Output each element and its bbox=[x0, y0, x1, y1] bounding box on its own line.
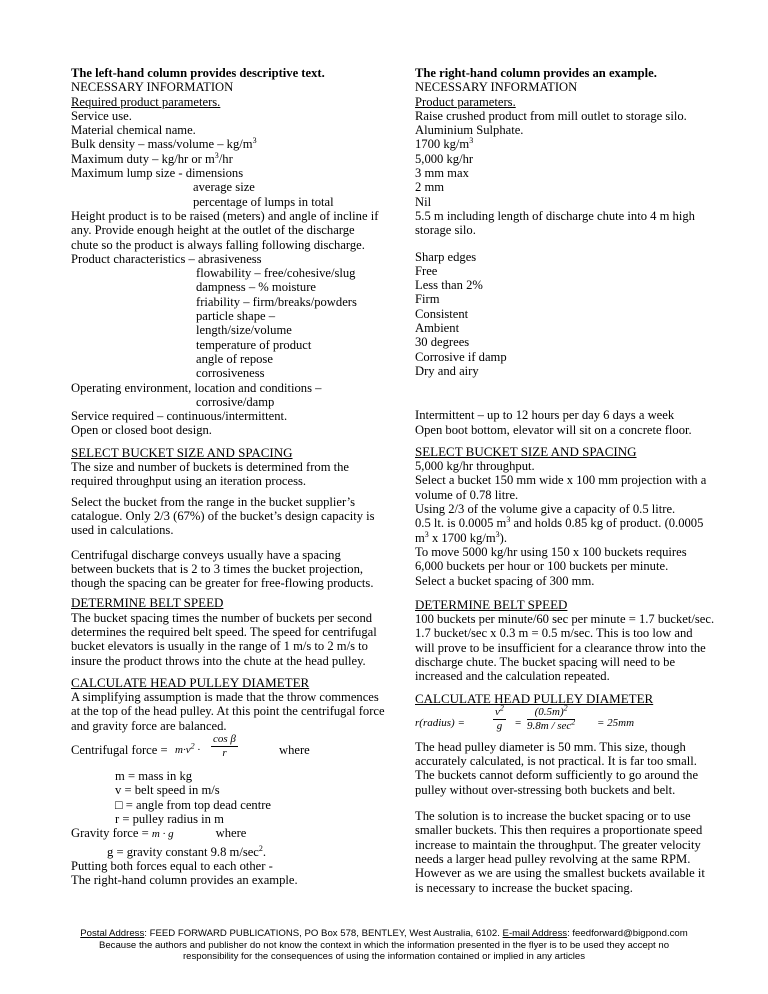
right-less: Less than 2% bbox=[415, 278, 483, 293]
right-open-boot: Open boot bottom, elevator will sit on a concrete floor. bbox=[415, 422, 692, 437]
left-section-belt: DETERMINE BELT SPEED bbox=[71, 595, 224, 611]
footer bbox=[0, 928, 768, 963]
right-b2: Select a bucket 150 mm wide x 100 mm projection with a volume of 0.78 litre. bbox=[415, 473, 707, 502]
left-operating-env: Operating environment, location and conditions – bbox=[71, 380, 322, 395]
footer-disclaimer-2: responsibility for the consequences of using the information contained or implied in any articles bbox=[182, 951, 586, 962]
right-b1: 5,000 kg/hr throughput. bbox=[415, 459, 535, 474]
right-corrosive: Corrosive if damp bbox=[415, 349, 507, 364]
right-firm: Firm bbox=[415, 292, 440, 307]
left-friability: friability – firm/breaks/powders bbox=[196, 294, 357, 309]
right-ambient: Ambient bbox=[415, 321, 460, 336]
centrifugal-force-formula bbox=[71, 733, 385, 769]
right-intermittent: Intermittent – up to 12 hours per day 6 days a week bbox=[415, 408, 675, 423]
left-pulley-p1: A simplifying assumption is made that the throw commences at the top of the head pulley. At this point the centrifugal force and gravity force are balanced. bbox=[71, 690, 385, 733]
left-last-line: The right-hand column provides an example. bbox=[71, 873, 298, 888]
left-belt-p1: The bucket spacing times the number of buckets per second determines the required belt speed. The speed for centrifugal bucket elevators is usually in the range of 1 m/s to 2 m/s to insure the product throws into the chute at the head pulley. bbox=[71, 610, 377, 668]
right-free: Free bbox=[415, 263, 438, 278]
left-bucket-p1: The size and number of buckets is determined from the required throughput using an iteration process. bbox=[71, 460, 350, 489]
left-m-def: m = mass in kg bbox=[115, 769, 193, 784]
right-density: 1700 $kg/m^3$ bbox=[415, 136, 474, 152]
right-avg: 2 mm bbox=[415, 180, 445, 195]
left-necessary-info: NECESSARY INFORMATION bbox=[71, 80, 234, 95]
right-dry: Dry and airy bbox=[415, 363, 479, 378]
left-average-size: average size bbox=[193, 180, 255, 195]
right-height: 5.5 m including length of discharge chute into 4 m high storage silo. bbox=[415, 208, 695, 238]
left-heading: The left-hand column provides descriptive text. bbox=[71, 66, 325, 80]
formula-result: = 25mm bbox=[597, 716, 635, 729]
right-material: Aluminium Sulphate. bbox=[415, 123, 524, 138]
left-pct-lumps: percentage of lumps in total bbox=[193, 194, 334, 209]
left-beta-def: □ = angle from top dead centre bbox=[115, 797, 271, 812]
left-bucket-p3: Centrifugal discharge conveys usually have a spacing between buckets that is 2 to 3 times the bucket projection, though the spacing can be greater for free-flowing products. bbox=[71, 547, 374, 591]
formula-lhs: r(radius) = bbox=[415, 716, 465, 729]
left-bucket-p2: Select the bucket from the range in the bucket supplier’s catalogue. Only 2/3 (67%) of the bucket’s design capacity is used in calculations. bbox=[71, 494, 375, 538]
left-required-params: Required product parameters. bbox=[71, 94, 221, 109]
gravity-force-formula: Gravity force = m · g where bbox=[71, 826, 247, 841]
formula-v-over-g: $\frac{v^2}{g}$ bbox=[495, 703, 504, 732]
right-b7: Select a bucket spacing of 300 mm. bbox=[415, 573, 595, 588]
right-consistent: Consistent bbox=[415, 306, 469, 321]
right-necessary-info: NECESSARY INFORMATION bbox=[415, 80, 578, 95]
left-service-required: Service required – continuous/intermittent. bbox=[71, 409, 288, 424]
right-sharp: Sharp edges bbox=[415, 249, 477, 264]
left-characteristics: Product characteristics – abrasiveness bbox=[71, 251, 262, 266]
pulley-radius-formula: r(radius) = $\frac{v^2}{g}$ = $(0.5m)^2$ $9.8m / \sec^2$ = 25mm bbox=[415, 703, 635, 732]
left-corrosiveness: corrosiveness bbox=[196, 366, 265, 381]
right-degrees: 30 degrees bbox=[415, 335, 470, 350]
left-column bbox=[71, 66, 385, 887]
left-section-pulley: CALCULATE HEAD PULLEY DIAMETER bbox=[71, 674, 310, 690]
cf-expression: $m\cdot v^2$ · bbox=[175, 741, 201, 757]
right-nil: Nil bbox=[415, 194, 432, 209]
right-pulley-p2: The solution is to increase the bucket spacing or to use smaller buckets. This then requires a proportionate speed increase to maintain the throughput. The greater velocity needs a larger head pulley revolving at the same RPM. However as we are using the smallest buckets available it is necessary to increase the bucket spacing. bbox=[415, 809, 705, 895]
left-material: Material chemical name. bbox=[71, 123, 196, 138]
left-flowability: flowability – free/cohesive/slug bbox=[196, 266, 356, 281]
left-v-def: v = belt speed in m/s bbox=[115, 783, 220, 798]
left-max-lump: Maximum lump size - dimensions bbox=[71, 166, 244, 181]
left-height-text: Height product is to be raised (meters) and angle of incline if any. Provide enough height at the outlet of the discharge chute so the product is always falling following discharge. bbox=[71, 208, 379, 252]
left-particle-shape: particle shape – bbox=[196, 309, 276, 324]
right-belt: 100 buckets per minute/60 sec per minute = 1.7 bucket/sec. 1.7 bucket/sec x 0.3 m = 0.5 m/sec. This is too low and will prove to be insufficient for a clearance throw into the discharge chute. The bucket spacing will need to be increased and the calculation repeated. bbox=[415, 612, 715, 684]
right-b6: To move 5000 kg/hr using 150 x 100 buckets requires 6,000 buckets per hour or 100 buckets per minute. bbox=[415, 544, 687, 574]
left-max-duty: Maximum duty – kg/hr or $m^3/hr$ bbox=[71, 150, 233, 166]
left-dampness: dampness – % moisture bbox=[196, 280, 316, 295]
formula-values: $(0.5m)^2$ $9.8m / \sec^2$ bbox=[527, 703, 576, 732]
left-putting: Putting both forces equal to each other - bbox=[71, 858, 273, 873]
left-bulk-density: Bulk density – mass/volume – $kg/m^3$ bbox=[71, 136, 257, 152]
cf-fraction: $\frac{\text{cos β}}{r}$ bbox=[213, 733, 236, 760]
footer-disclaimer-1: Because the authors and publisher do not know the context in which the information presented in the flyer is to be used they accept no bbox=[98, 939, 670, 951]
left-section-bucket: SELECT BUCKET SIZE AND SPACING bbox=[71, 444, 293, 460]
left-g-def: g = gravity constant 9.8 $m/\sec^2$. bbox=[107, 843, 267, 859]
left-boot-design: Open or closed boot design. bbox=[71, 423, 212, 438]
right-heading: The right-hand column provides an example. bbox=[415, 66, 657, 80]
footer-address: Postal Address: FEED FORWARD PUBLICATIONS, PO Box 578, BENTLEY, West Australia, 6102. E-mail Address: feedforward@bigpond.com bbox=[80, 928, 688, 939]
left-angle-repose: angle of repose bbox=[196, 351, 273, 366]
right-raise: Raise crushed product from mill outlet to storage silo. bbox=[415, 108, 687, 123]
right-b5: $m^3$ x 1700 $kg/m^3$). bbox=[415, 529, 507, 545]
right-pulley-p1: The head pulley diameter is 50 mm. This size, though accurately calculated, is not practical. It is far too small. The buckets cannot deform sufficiently to go around the pulley without over-stressing both buckets and belt. bbox=[415, 739, 699, 797]
right-duty: 5,000 kg/hr bbox=[415, 151, 474, 166]
left-service-use: Service use. bbox=[71, 108, 132, 123]
left-length-size: length/size/volume bbox=[196, 323, 292, 338]
cf-where: where bbox=[279, 743, 310, 758]
left-temperature: temperature of product bbox=[196, 337, 312, 352]
cf-label: Centrifugal force = bbox=[71, 743, 168, 758]
right-b4: 0.5 lt. is 0.0005 $m^3$ and holds 0.85 kg of product. (0.0005 bbox=[415, 515, 704, 531]
right-section-bucket: SELECT BUCKET SIZE AND SPACING bbox=[415, 443, 637, 459]
right-column bbox=[415, 66, 715, 895]
left-r-def: r = pulley radius in m bbox=[115, 811, 224, 826]
right-section-belt: DETERMINE BELT SPEED bbox=[415, 596, 568, 612]
left-corrosive-damp: corrosive/damp bbox=[196, 394, 275, 409]
right-lump: 3 mm max bbox=[415, 166, 469, 181]
right-product-params: Product parameters. bbox=[415, 94, 516, 109]
right-section-pulley: CALCULATE HEAD PULLEY DIAMETER bbox=[415, 690, 654, 706]
right-b3: Using 2/3 of the volume give a capacity of 0.5 litre. bbox=[415, 502, 676, 517]
